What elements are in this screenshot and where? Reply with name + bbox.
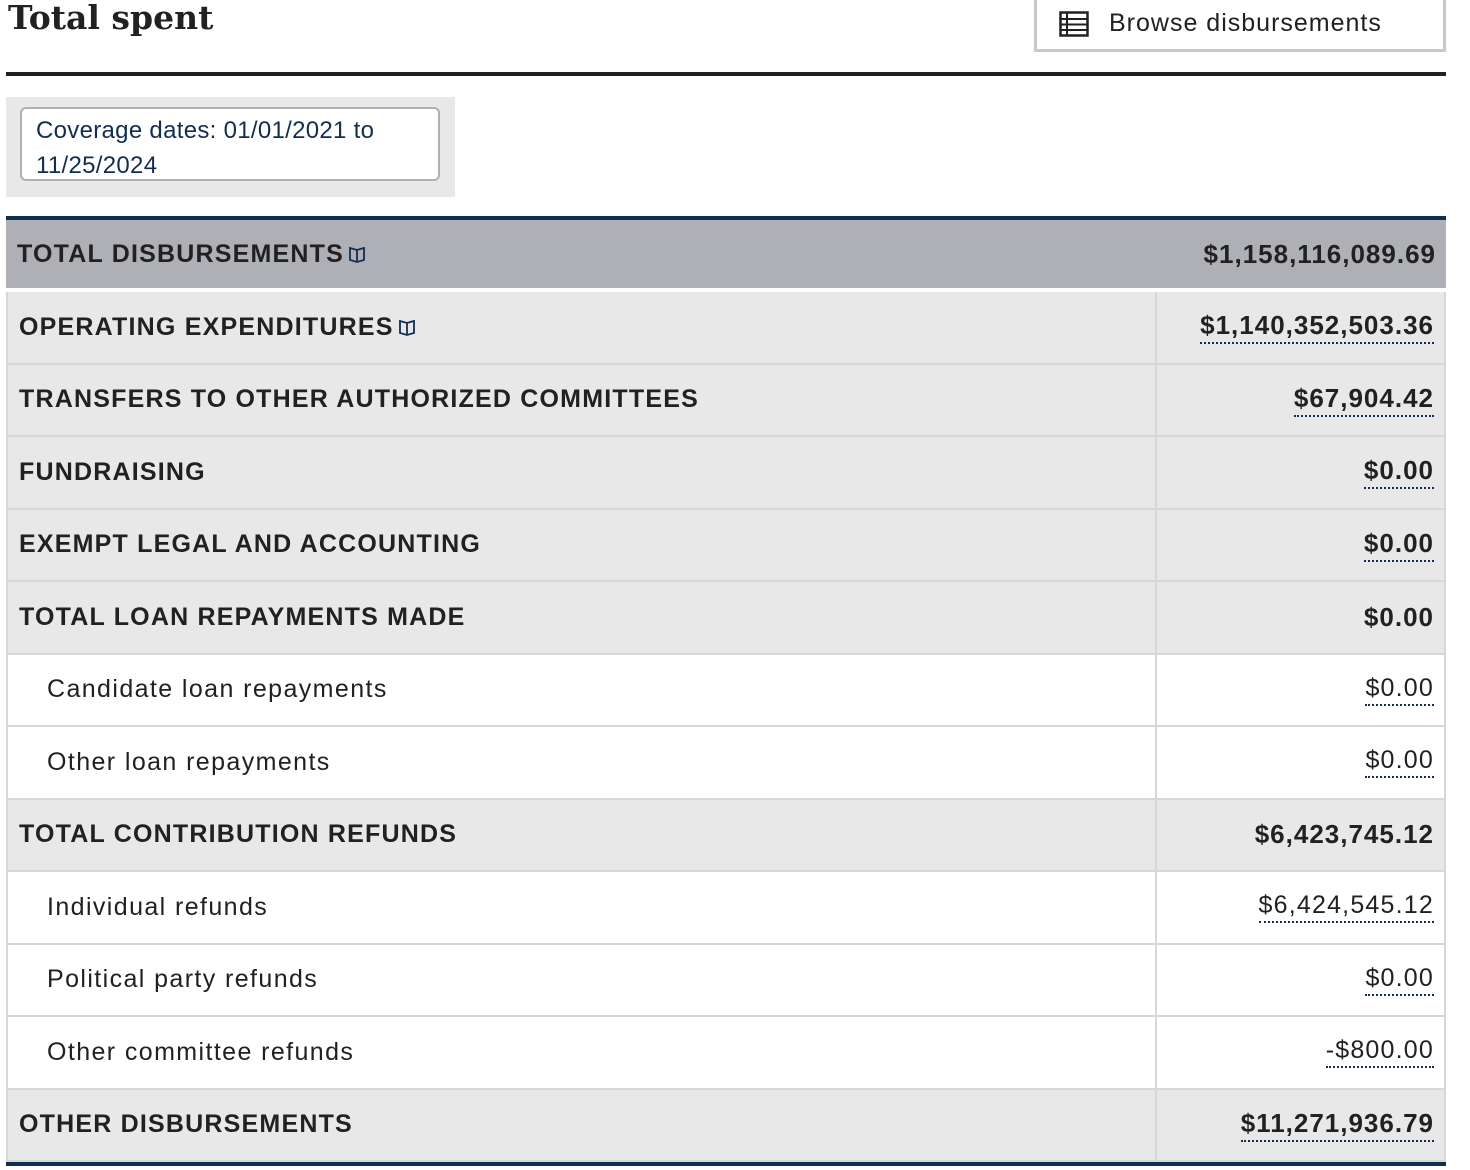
row-value-cell <box>1155 1017 1444 1088</box>
table-row <box>6 1090 1446 1163</box>
row-value-link[interactable]: $67,904.42 <box>1294 383 1434 417</box>
row-label-cell <box>8 510 1155 581</box>
table-row <box>6 872 1446 945</box>
row-value-cell <box>1155 582 1444 653</box>
browse-disbursements-button[interactable] <box>1034 0 1446 52</box>
row-value-link[interactable]: $0.00 <box>1365 746 1434 778</box>
row-label-cell <box>8 727 1155 798</box>
table-row <box>6 365 1446 438</box>
row-label: Other committee refunds <box>47 1037 355 1066</box>
row-label: FUNDRAISING <box>19 457 206 486</box>
row-value-cell <box>1155 292 1444 363</box>
row-value-link[interactable]: $0.00 <box>1364 528 1434 562</box>
table-row <box>6 437 1446 510</box>
row-label-cell <box>8 945 1155 1016</box>
table-icon <box>1059 11 1089 37</box>
row-label: Political party refunds <box>47 965 319 994</box>
glossary-book-icon[interactable] <box>398 318 416 336</box>
row-label: OPERATING EXPENDITURES <box>19 312 394 341</box>
page-title: Total spent <box>8 0 214 37</box>
row-label: TOTAL DISBURSEMENTS <box>17 239 344 268</box>
row-label: Individual refunds <box>47 892 269 921</box>
row-label: TRANSFERS TO OTHER AUTHORIZED COMMITTEES <box>19 385 699 414</box>
disbursements-table <box>6 216 1446 1166</box>
row-value-cell <box>1155 1090 1444 1161</box>
table-row <box>6 1017 1446 1090</box>
row-value: $1,158,116,089.69 <box>1203 238 1436 269</box>
row-value-cell <box>1155 872 1444 943</box>
row-label: OTHER DISBURSEMENTS <box>19 1110 353 1139</box>
row-label-cell <box>8 655 1155 726</box>
row-value-link[interactable]: -$800.00 <box>1326 1036 1434 1068</box>
row-value-cell <box>1157 220 1446 288</box>
row-label-cell <box>8 1090 1155 1161</box>
row-label-cell <box>8 292 1155 363</box>
table-row <box>6 727 1446 800</box>
table-row <box>6 800 1446 873</box>
row-label: Other loan repayments <box>47 747 331 776</box>
row-value-link[interactable]: $6,424,545.12 <box>1259 891 1434 923</box>
header-divider <box>6 72 1446 76</box>
table-row <box>6 510 1446 583</box>
row-label-cell <box>6 220 1157 288</box>
row-value-cell <box>1155 510 1444 581</box>
row-value-cell <box>1155 437 1444 508</box>
table-row <box>6 582 1446 655</box>
coverage-panel <box>6 97 455 197</box>
row-label-cell <box>8 582 1155 653</box>
table-row <box>6 655 1446 728</box>
row-label: EXEMPT LEGAL AND ACCOUNTING <box>19 530 482 559</box>
table-row <box>6 945 1446 1018</box>
row-value-cell <box>1155 655 1444 726</box>
row-value-link[interactable]: $1,140,352,503.36 <box>1200 310 1434 344</box>
row-value-cell <box>1155 945 1444 1016</box>
coverage-dates-badge: Coverage dates: 01/01/2021 to 11/25/2024 <box>20 107 440 181</box>
row-label-cell <box>8 800 1155 871</box>
row-value-link[interactable]: $0.00 <box>1365 964 1434 996</box>
row-label-cell <box>8 365 1155 436</box>
glossary-book-icon[interactable] <box>348 245 366 263</box>
row-value-cell <box>1155 727 1444 798</box>
row-label: TOTAL CONTRIBUTION REFUNDS <box>19 820 458 849</box>
table-row <box>6 292 1446 365</box>
row-label: Candidate loan repayments <box>47 675 388 704</box>
row-value-link[interactable]: $11,271,936.79 <box>1241 1108 1434 1142</box>
row-label-cell <box>8 872 1155 943</box>
table-row <box>6 220 1446 292</box>
row-label-cell <box>8 1017 1155 1088</box>
row-value-cell <box>1155 365 1444 436</box>
row-value: $6,423,745.12 <box>1254 819 1434 850</box>
row-label-cell <box>8 437 1155 508</box>
row-value-link[interactable]: $0.00 <box>1365 674 1434 706</box>
row-label: TOTAL LOAN REPAYMENTS MADE <box>19 602 466 631</box>
row-value-cell <box>1155 800 1444 871</box>
browse-disbursements-label: Browse disbursements <box>1109 9 1382 37</box>
row-value: $0.00 <box>1363 601 1434 632</box>
row-value-link[interactable]: $0.00 <box>1364 455 1434 489</box>
